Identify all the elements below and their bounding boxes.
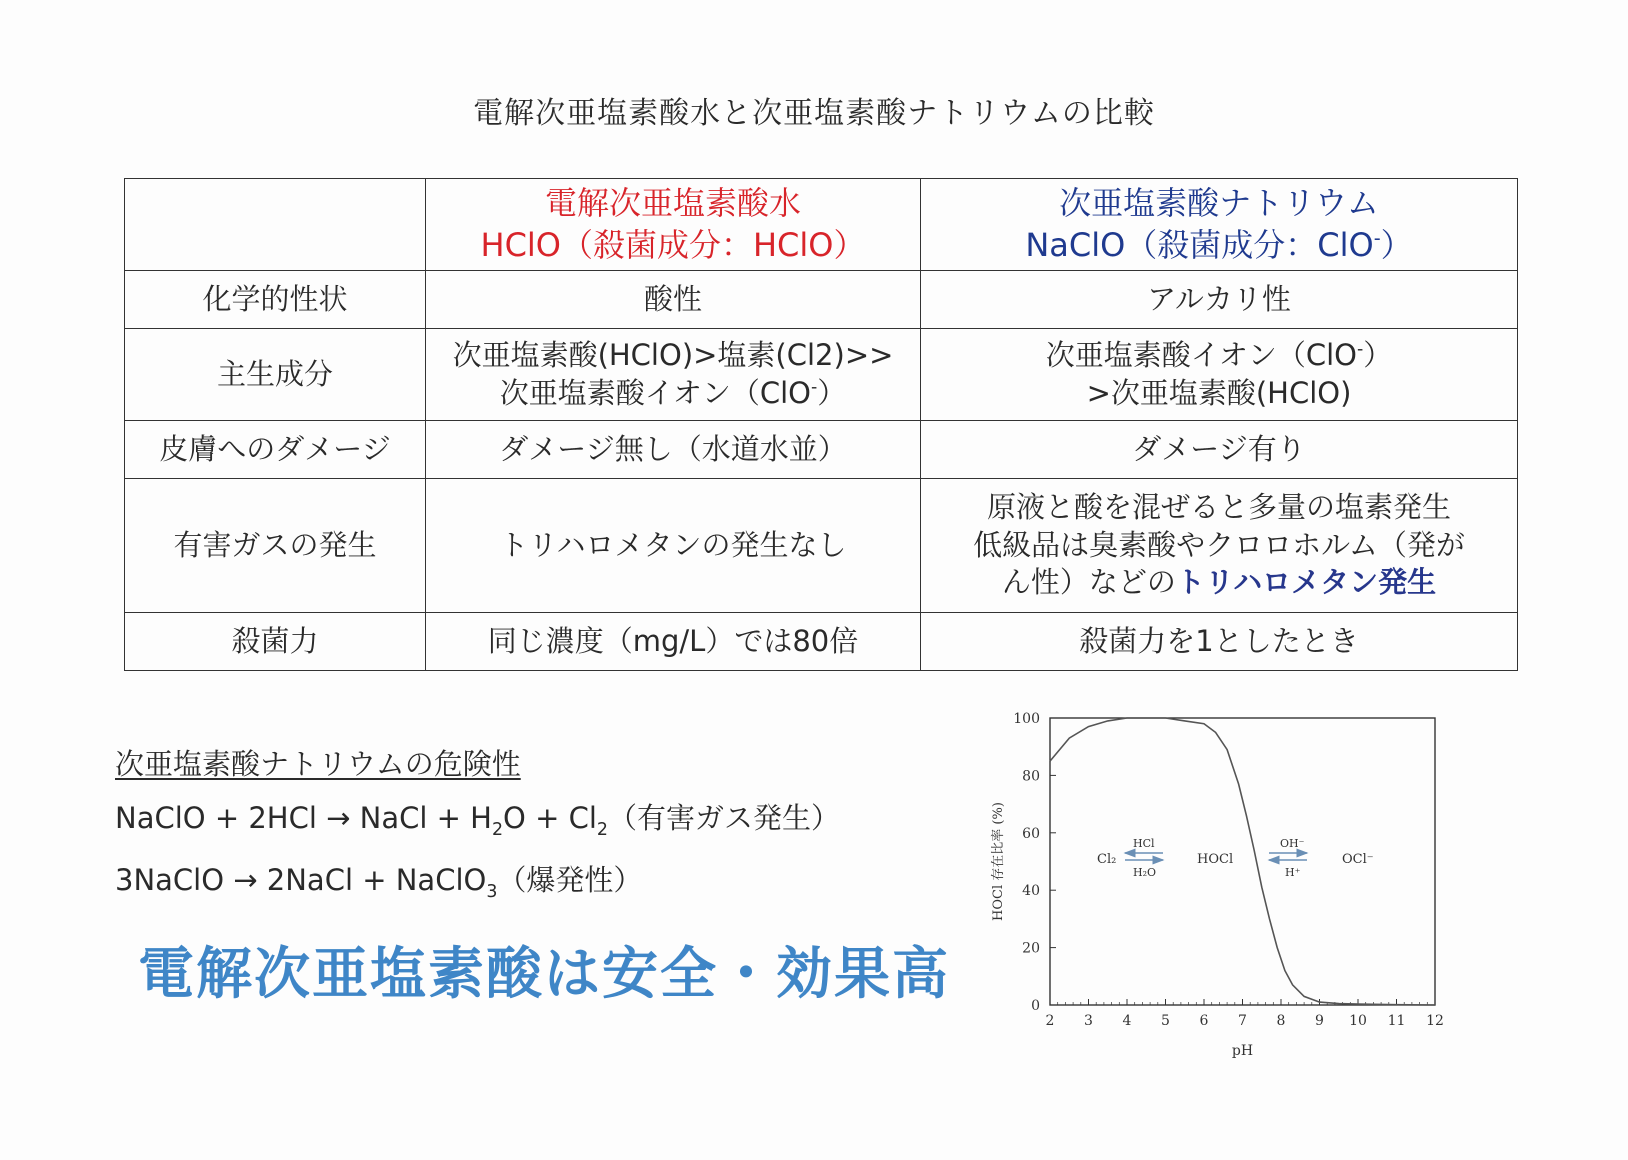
table-row xyxy=(125,271,1518,329)
table-row xyxy=(125,329,1518,421)
y-axis-label: HOCl 存在比率 (%) xyxy=(991,802,1006,921)
x-axis-label: pH xyxy=(1231,1043,1254,1059)
row-label: 主生成分 xyxy=(125,329,426,421)
y-tick-label: 0 xyxy=(1031,998,1040,1014)
reaction-equation-2: 3NaClO → 2NaCl + NaClO$_3$（爆発性） xyxy=(115,862,643,902)
annot-h2o: H₂O xyxy=(1133,866,1157,879)
y-tick-label: 20 xyxy=(1022,940,1040,957)
cell-naclo: 次亜塩素酸イオン（ClO-） >次亜塩素酸(HClO) xyxy=(921,329,1518,421)
y-tick-label: 60 xyxy=(1022,825,1040,842)
cell-naclo: 殺菌力を1としたとき xyxy=(921,613,1518,671)
table-row xyxy=(125,421,1518,479)
annot-h: H⁺ xyxy=(1285,866,1301,879)
hocl-ph-chart xyxy=(975,700,1445,1070)
x-tick-label: 8 xyxy=(1276,1013,1286,1029)
x-tick-label: 10 xyxy=(1349,1013,1367,1029)
header-naclo-name: 次亜塩素酸ナトリウム xyxy=(1059,183,1379,222)
comparison-table xyxy=(124,178,1518,671)
row-label: 有害ガスの発生 xyxy=(125,479,426,613)
x-tick-label: 2 xyxy=(1045,1013,1055,1029)
x-tick-label: 12 xyxy=(1426,1013,1444,1029)
trihalomethane-emphasis: トリハロメタン発生 xyxy=(1175,565,1437,600)
header-hclo-formula: HClO（殺菌成分：HClO） xyxy=(480,225,866,264)
row-label: 皮膚へのダメージ xyxy=(125,421,426,479)
x-tick-label: 6 xyxy=(1199,1013,1209,1029)
danger-section xyxy=(115,742,840,917)
cell-naclo: ダメージ有り xyxy=(921,421,1518,479)
table-row xyxy=(125,613,1518,671)
x-tick-label: 4 xyxy=(1122,1013,1132,1029)
annot-ocl: OCl⁻ xyxy=(1342,852,1374,867)
annot-oh: OH⁻ xyxy=(1280,837,1305,850)
y-tick-label: 100 xyxy=(1013,711,1040,727)
header-naclo-formula: NaClO（殺菌成分：ClO-） xyxy=(1025,225,1413,264)
cell-hclo: ダメージ無し（水道水並） xyxy=(426,421,921,479)
reaction-equation-1: NaClO + 2HCl → NaCl + $H_2O + Cl_2$（有害ガス発生） xyxy=(115,801,840,840)
header-hclo xyxy=(426,179,921,271)
chart-annotations xyxy=(1097,837,1374,879)
tagline: 電解次亜塩素酸は安全・効果高 xyxy=(138,942,950,1007)
x-tick-label: 11 xyxy=(1387,1013,1406,1029)
cell-hclo: トリハロメタンの発生なし xyxy=(426,479,921,613)
y-tick-label: 40 xyxy=(1022,883,1040,900)
header-empty-cell xyxy=(125,179,426,271)
cell-naclo: 原液と酸を混ぜると多量の塩素発生 低級品は臭素酸やクロロホルム（発が ん性）などのトリハロメタン発生 xyxy=(921,479,1518,613)
cell-naclo: アルカリ性 xyxy=(921,271,1518,329)
x-tick-label: 7 xyxy=(1238,1013,1247,1029)
annot-cl2: Cl₂ xyxy=(1097,852,1117,867)
x-tick-label: 5 xyxy=(1161,1013,1170,1029)
table-header-row xyxy=(125,179,1518,271)
header-naclo xyxy=(921,179,1518,271)
cell-hclo: 同じ濃度（mg/L）では80倍 xyxy=(426,613,921,671)
row-label: 殺菌力 xyxy=(125,613,426,671)
chart-ticks xyxy=(1013,711,1444,1029)
cell-hclo: 酸性 xyxy=(426,271,921,329)
x-tick-label: 9 xyxy=(1315,1013,1324,1029)
page-title: 電解次亜塩素酸水と次亜塩素酸ナトリウムの比較 xyxy=(473,96,1155,131)
x-tick-label: 3 xyxy=(1084,1013,1093,1029)
header-hclo-name: 電解次亜塩素酸水 xyxy=(544,183,801,222)
table-row xyxy=(125,479,1518,613)
cell-hclo: 次亜塩素酸(HClO)>塩素(Cl2)>> 次亜塩素酸イオン（ClO-） xyxy=(426,329,921,421)
row-label: 化学的性状 xyxy=(125,271,426,329)
danger-heading: 次亜塩素酸ナトリウムの危険性 xyxy=(115,747,521,781)
y-tick-label: 80 xyxy=(1022,768,1040,785)
annot-hocl: HOCl xyxy=(1197,852,1234,867)
annot-hcl: HCl xyxy=(1133,837,1155,850)
